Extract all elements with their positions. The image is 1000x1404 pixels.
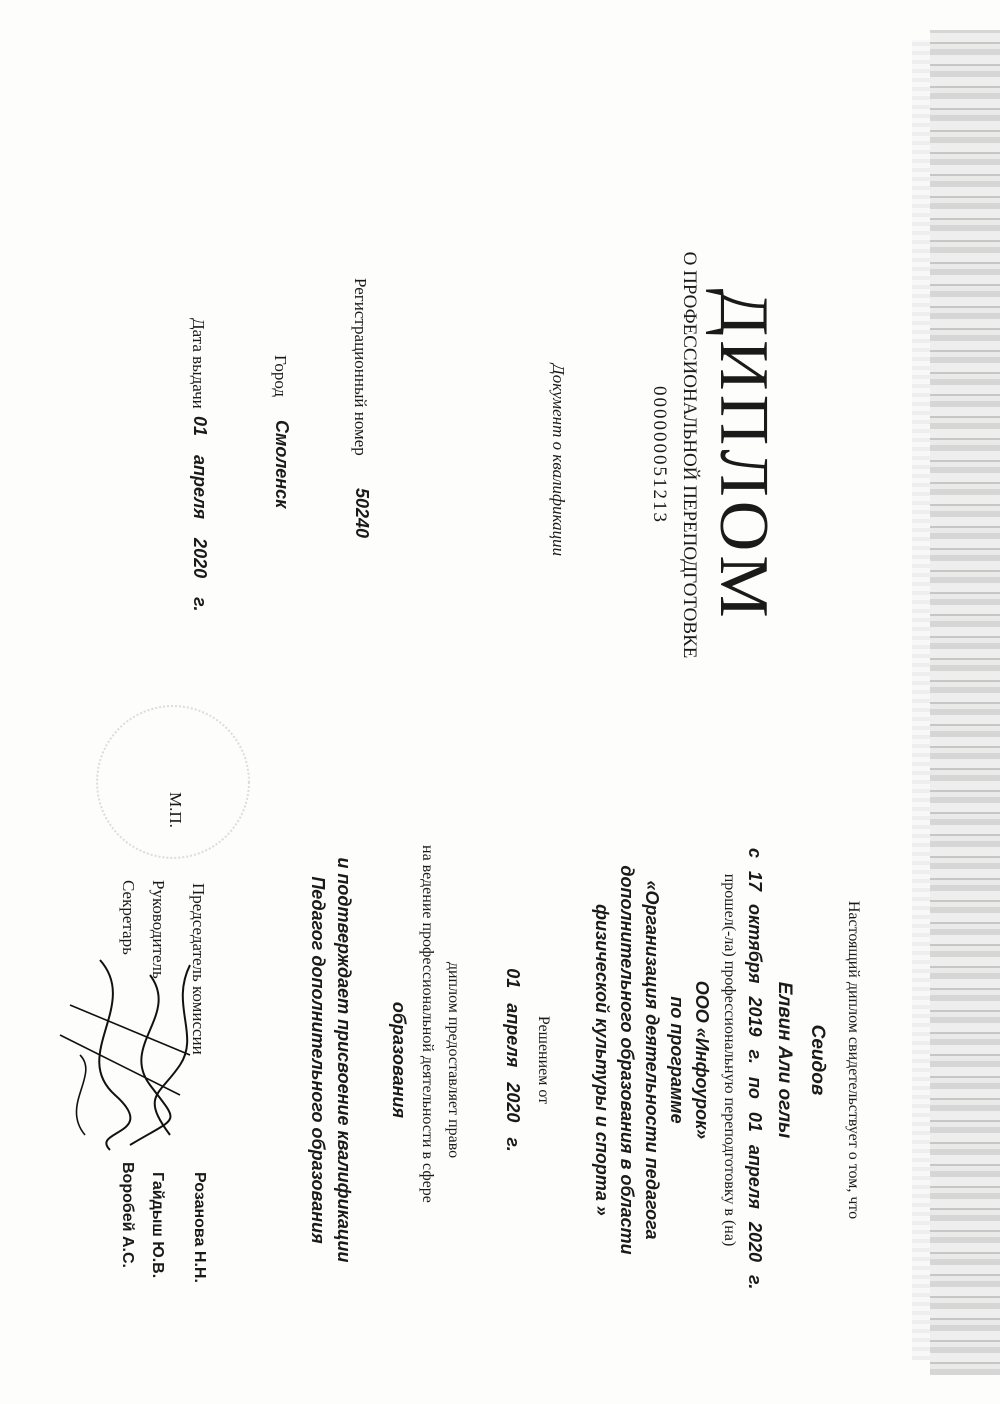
training-period: с 17 октября 2019 г. по 01 апреля 2020 г.: [745, 848, 765, 1290]
diploma-number: 000000051213: [649, 386, 670, 524]
issue-date-value: 01 апреля 2020 г.: [190, 416, 210, 612]
chair-label: Председатель комиссии: [189, 883, 208, 1055]
secretary-name: Воробей А.С.: [119, 1162, 136, 1268]
passed-text: прошел(-ла) профессиональную переподготовку в (на): [721, 873, 738, 1247]
secretary-label: Секретарь: [119, 880, 138, 955]
program-title-line2: дополнительного образования в области: [617, 865, 637, 1255]
stamp-label: М.П.: [166, 792, 185, 828]
head-label: Руководитель: [149, 880, 168, 979]
chair-name: Розанова Н.Н.: [191, 1172, 208, 1283]
registration-number: 50240: [352, 488, 372, 539]
decision-label: Решением от: [535, 1015, 552, 1105]
program-label: по программе: [667, 996, 687, 1124]
handwritten-signature: [50, 945, 210, 1155]
document-type: Документ о квалификации: [549, 363, 568, 557]
stamp-seal: [96, 705, 250, 859]
decision-date: 01 апреля 2020 г.: [503, 968, 523, 1152]
city-value: Смоленск: [272, 420, 292, 509]
qualification-line1: и подтверждает присвоение квалификации: [334, 857, 354, 1263]
grants-text-line2: на ведение профессиональной деятельности в сфере: [419, 845, 436, 1203]
recipient-name: Елвин Али оглы: [774, 981, 795, 1139]
qualification-line2: Педагог дополнительного образования: [308, 876, 328, 1244]
diploma-subtitle: О ПРОФЕССИОНАЛЬНОЙ ПЕРЕПОДГОТОВКЕ: [679, 251, 700, 659]
program-title-line3: физической культуры и спорта »: [592, 904, 612, 1216]
issue-date-label: Дата выдачи: [189, 318, 208, 409]
program-title-line1: «Организация деятельности педагога: [642, 880, 662, 1240]
diploma-title: ДИПЛОМ: [705, 288, 782, 622]
registration-label: Регистрационный номер: [351, 278, 370, 456]
grants-text-line1: диплом предоставляет право: [445, 961, 462, 1159]
recipient-surname: Сеидов: [807, 1024, 828, 1096]
certificate-intro: Настоящий диплом свидетельствует о том, что: [845, 900, 862, 1220]
organization-name: ООО «Инфоурок»: [692, 980, 712, 1140]
city-label: Город: [271, 355, 290, 397]
head-name: Гайдыш Ю.В.: [149, 1172, 166, 1279]
sphere-value: образования: [389, 1001, 409, 1119]
